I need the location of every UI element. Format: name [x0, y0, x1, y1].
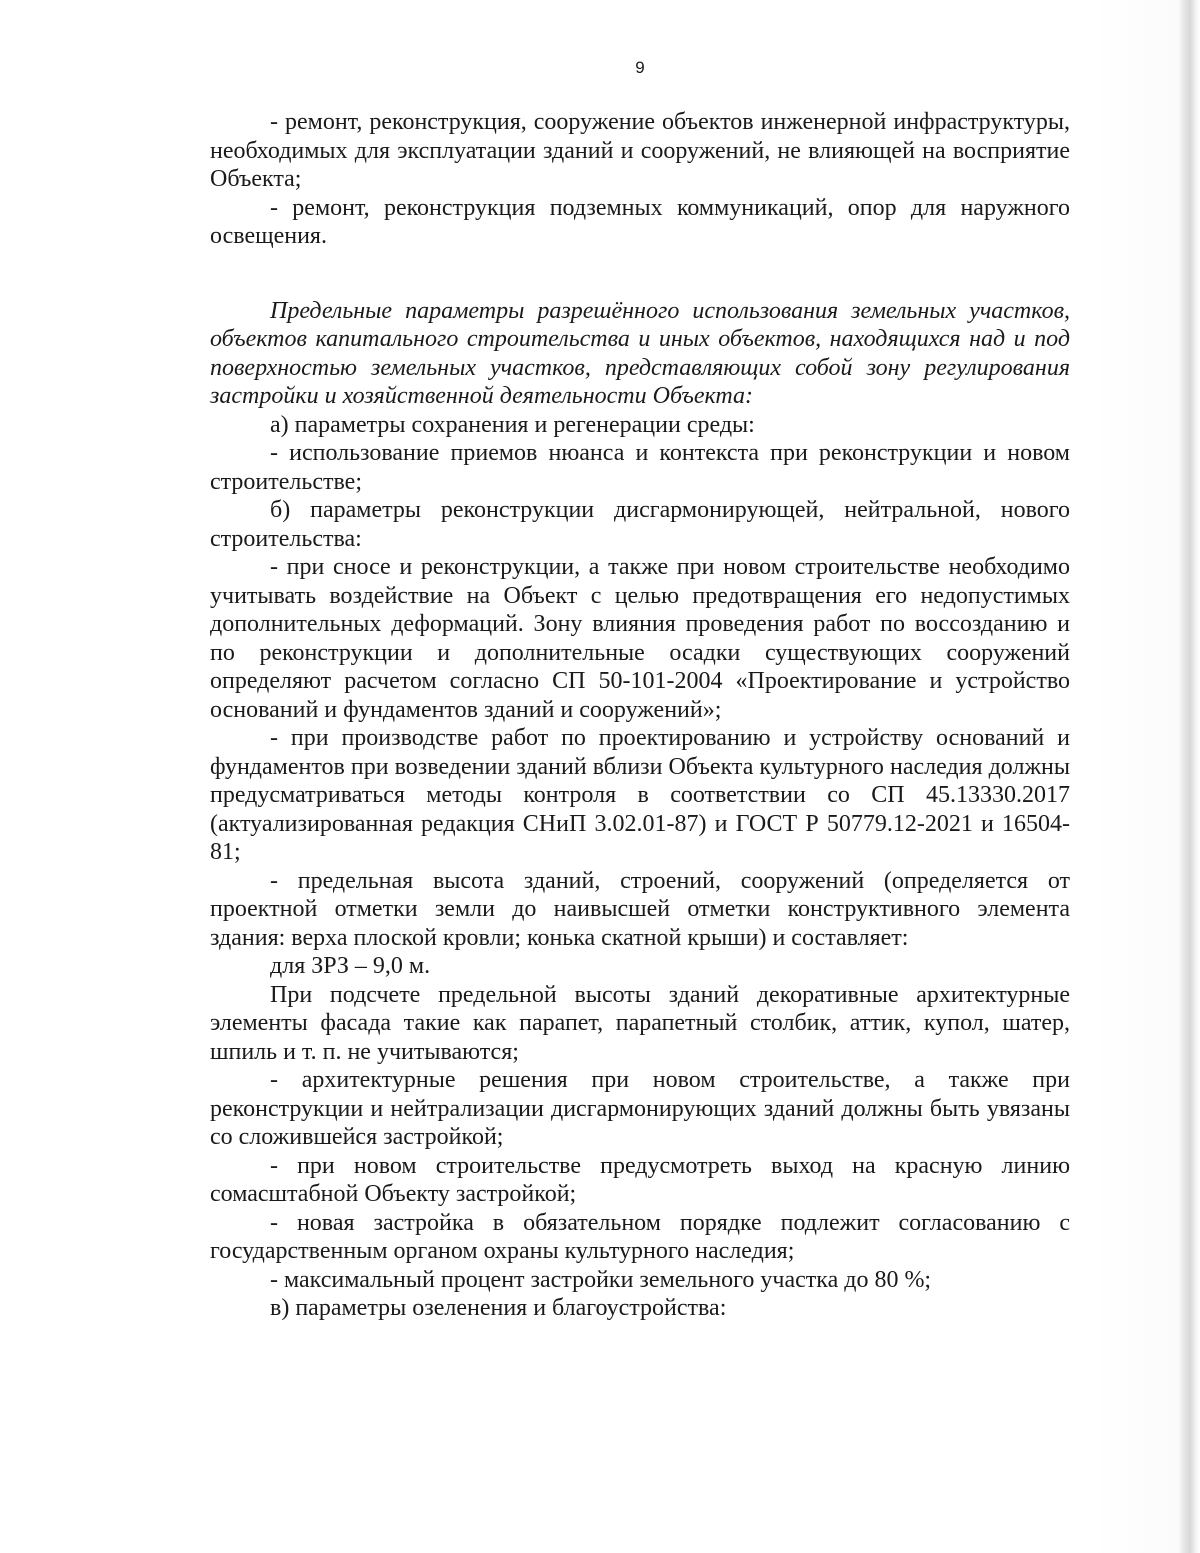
paragraph-approval: - новая застройка в обязательном порядке подлежит согласованию с государственным органом охраны культурного наследия; — [210, 1209, 1070, 1264]
paragraph-repair-utilities: - ремонт, реконструкция подземных коммуникаций, опор для наружного освещения. — [210, 194, 1070, 249]
page-number: 9 — [635, 58, 645, 77]
paragraph-max-percent: - максимальный процент застройки земельного участка до 80 %; — [270, 1266, 932, 1293]
paragraph-nuance-context: - использование приемов нюанса и контекста при реконструкции и новом строительстве; — [210, 440, 1070, 495]
paragraph-height-limit: - предельная высота зданий, строений, сооружений (определяется от проектной отметки земли до наивысшей отметки конструктивного элемента здания: верха плоской кровли; конька скатной крыши) и составляет: — [210, 867, 1070, 951]
paragraph-item-a: а) параметры сохранения и регенерации среды: — [270, 411, 755, 438]
paragraph-architectural-solutions: - архитектурные решения при новом строительстве, а также при реконструкции и нейтрализации дисгармонирующих зданий должны быть увязаны со сложившейся застройкой; — [210, 1067, 1070, 1150]
paragraph-zrz-height: для ЗРЗ – 9,0 м. — [270, 953, 431, 979]
paragraph-red-line: - при новом строительстве предусмотреть выход на красную линию сомасштабной Объекту застройкой; — [210, 1152, 1070, 1207]
paragraph-item-b: б) параметры реконструкции дисгармонирующей, нейтральной, нового строительства: — [210, 497, 1070, 552]
section-heading-parameters: Предельные параметры разрешённого использования земельных участков, объектов капитального строительства и иных объектов, находящихся над и под поверхностью земельных участков, представляющих собой зону регулирования застройки и хозяйственной деятельности Объекта: — [210, 297, 1070, 409]
scan-edge-shadow — [1092, 0, 1200, 1553]
paragraph-item-c: в) параметры озеленения и благоустройства: — [270, 1295, 727, 1321]
document-body — [210, 108, 1070, 1323]
paragraph-repair-infrastructure: - ремонт, реконструкция, сооружение объектов инженерной инфраструктуры, необходимых для эксплуатации зданий и сооружений, не влияющей на восприятие Объекта; — [210, 109, 1070, 192]
paragraph-demolition-reconstruction: - при сносе и реконструкции, а также при новом строительстве необходимо учитывать воздействие на Объект с целью предотвращения его недопустимых дополнительных деформаций. Зону влияния проведения работ по воссозданию и по реконструкции и дополнительные осадки существующих сооружений определяют расчетом согласно СП 50-101-2004 «Проектирование и устройство оснований и фундаментов зданий и сооружений»; — [210, 554, 1070, 723]
paragraph-foundations-control: - при производстве работ по проектированию и устройству оснований и фундаментов при возведении зданий вблизи Объекта культурного наследия должны предусматриваться методы контроля в соответствии со СП 45.13330.2017 (актуализированная редакция СНиП 3.02.01-87) и ГОСТ Р 50779.12-2021 и 16504-81; — [210, 725, 1070, 865]
paragraph-decorative-elements: При подсчете предельной высоты зданий декоративные архитектурные элементы фасада такие как парапет, парапетный столбик, аттик, купол, шатер, шпиль и т. п. не учитываются; — [210, 981, 1070, 1065]
